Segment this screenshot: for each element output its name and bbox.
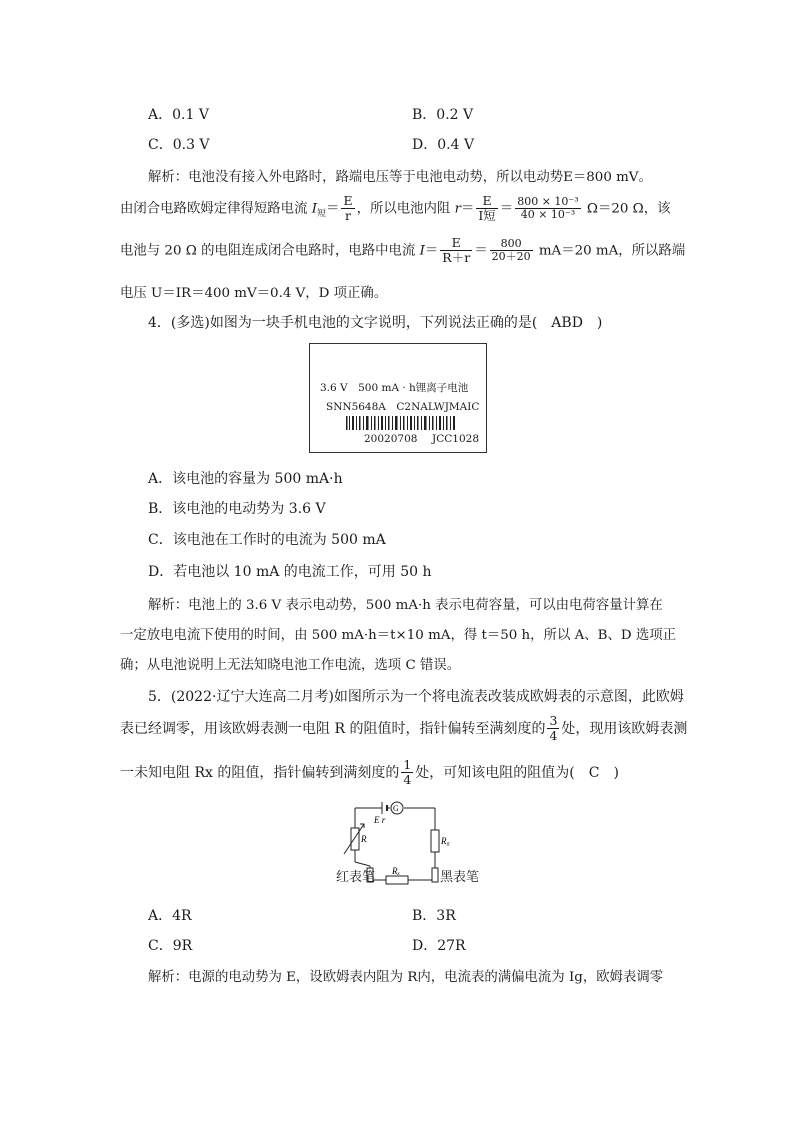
fraction-800-over-40: $\frac{\text{800 × 10⁻³}}{\text{40 × 10⁻³}}$ — [517, 194, 579, 222]
q4-option-a: A．该电池的容量为 500 mA·h — [148, 471, 343, 487]
q5-option-a: A．4R — [148, 908, 192, 924]
q3-option-c: C．0.3 V — [148, 137, 210, 153]
q4-stem: 4．(多选)如图为一块手机电池的文字说明，下列说法正确的是( ABD ) — [148, 315, 603, 331]
rx-label: Rₓ — [392, 866, 401, 876]
q3-option-d: D．0.4 V — [412, 137, 475, 153]
q5-option-b: B．3R — [412, 908, 456, 924]
galvanometer-label: G — [393, 804, 399, 813]
q4-option-c: C．该电池在工作时的电流为 500 mA — [148, 532, 386, 548]
q3-analysis-line4: 电压 U＝IR＝400 mV＝0.4 V，D 项正确。 — [120, 286, 388, 301]
analysis-lead: 解析： — [148, 170, 189, 185]
q5-stem-line3: 一未知电阻 Rx 的阻值，指针偏转到满刻度的 $\frac{1}{4}$ 处，可知该电阻的阻值为( C ) — [120, 757, 619, 788]
q4-option-b: B．该电池的电动势为 3.6 V — [148, 501, 326, 517]
q5-stem-line2: 表已经调零，用该欧姆表测一电阻 R 的阻值时，指针偏转至满刻度的 $\frac{3}{4}$ 处，现用该欧姆表测 — [120, 713, 688, 744]
r0-label: R₀ — [441, 836, 450, 846]
q3-analysis-line2: 由闭合电路欧姆定律得短路电流 $I_短=$ $\frac{E}{r}$ ，所以电池内阻 r＝ $\frac{E}{\text{I短}}$ ＝ $\frac{\text{800 × 10⁻³}}{\text{40 × 10⁻³}}$ Ω＝20 Ω，该 — [120, 193, 671, 224]
battery-label-line2: SNN5648A C2NALWJMAIC — [326, 401, 480, 413]
battery-label-line1: 3.6 V 500 mA · h锂离子电池 — [320, 382, 469, 394]
q5-option-d: D．27R — [412, 938, 466, 954]
q4-analysis-line3: 确；从电池说明上无法知晓电池工作电流，选项 C 错误。 — [120, 658, 461, 673]
q4-analysis-line1: 解析：电池上的 3.6 V 表示电动势，500 mA·h 表示电荷容量，可以由电荷容量计算在 — [148, 598, 663, 613]
fraction-e-over-ishort: $\frac{E}{\text{I短}}$ — [478, 193, 496, 224]
q3-option-a: A．0.1 V — [148, 107, 209, 123]
fraction-three-quarters: $\frac{3}{4}$ — [549, 713, 558, 744]
q3-analysis-line1: 解析：电池没有接入外电路时，路端电压等于电池电动势，所以电动势E＝800 mV。 — [148, 170, 652, 185]
q5-analysis-line1: 解析：电源的电动势为 E，设欧姆表内阻为 R内，电流表的满偏电流为 Ig，欧姆表调零 — [148, 970, 664, 985]
q3-option-b: B．0.2 V — [412, 107, 474, 123]
q4-option-d: D．若电池以 10 mA 的电流工作，可用 50 h — [148, 564, 432, 580]
fraction-one-quarter: $\frac{1}{4}$ — [403, 757, 412, 788]
battery-label-code: JCC1028 — [432, 433, 479, 445]
barcode-icon — [346, 416, 456, 430]
battery-label-figure — [309, 343, 487, 453]
q5-option-c: C．9R — [148, 938, 193, 954]
red-probe-label: 红表笔 — [336, 870, 376, 885]
fraction-e-over-r-plus-r: $\frac{E}{R+r}$ — [442, 235, 471, 266]
emf-label: E r — [374, 815, 386, 825]
battery-label-date: 20020708 — [364, 433, 418, 445]
q5-stem-line1: 5．(2022·辽宁大连高二月考)如图所示为一个将电流表改装成欧姆表的示意图，此欧姆 — [148, 689, 684, 705]
q3-analysis-line3: 电池与 20 Ω 的电阻连成闭合电路时，电路中电流 I＝ $\frac{E}{R+r}$ ＝ $\frac{800}{20+20}$ mA＝20 mA，所以路端 — [120, 235, 686, 266]
fraction-800-over-sum: $\frac{800}{20+20}$ — [491, 236, 531, 264]
q4-analysis-line2: 一定放电电流下使用的时间，由 500 mA·h＝t×10 mA，得 t＝50 h，所以 A、B、D 选项正 — [120, 628, 677, 643]
rheostat-label: R — [361, 834, 367, 844]
black-probe-label: 黑表笔 — [440, 870, 480, 885]
fraction-e-over-r: $\frac{E}{r}$ — [343, 193, 353, 224]
